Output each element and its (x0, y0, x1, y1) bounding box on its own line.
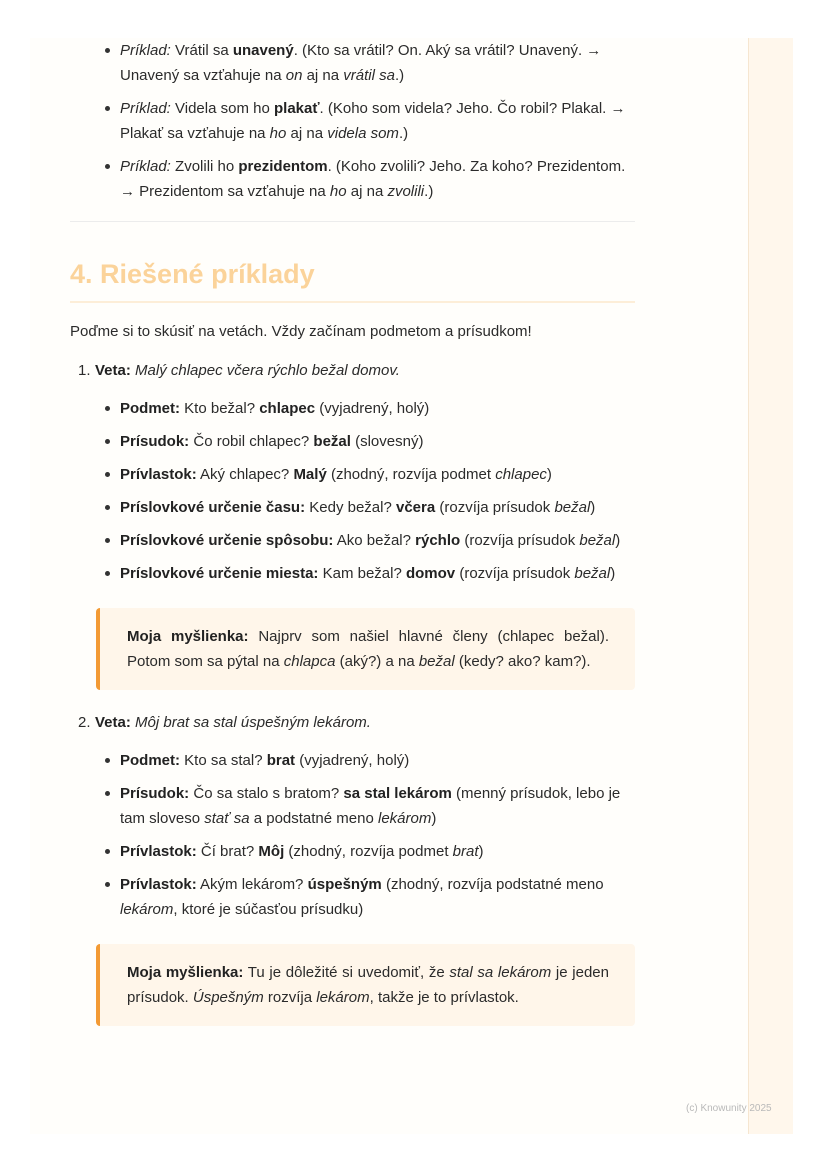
list-item: Podmet: Kto bežal? chlapec (vyjadrený, holý) (120, 396, 635, 421)
list-item: Príslovkové určenie miesta: Kam bežal? domov (rozvíja prísudok bežal) (120, 561, 635, 586)
examples-list (70, 38, 635, 204)
list-item: Príslovkové určenie času: Kedy bežal? včera (rozvíja prísudok bežal) (120, 495, 635, 520)
section-heading: 4. Riešené príklady (70, 257, 635, 303)
list-item: Príklad: Zvolili ho prezidentom. (Koho zvolili? Jeho. Za koho? Prezidentom. → Prezidentom sa vzťahuje na ho aj na zvolili.) (120, 154, 635, 204)
section-divider (70, 221, 635, 222)
example-sentence-2: 2. Veta: Môj brat sa stal úspešným lekárom. (78, 714, 371, 731)
section-intro: Poďme si to skúsiť na vetách. Vždy začínam podmetom a prísudkom! (70, 323, 532, 340)
list-item: Príslovkové určenie spôsobu: Ako bežal? rýchlo (rozvíja prísudok bežal) (120, 528, 635, 553)
list-item: Prívlastok: Aký chlapec? Malý (zhodný, rozvíja podmet chlapec) (120, 462, 635, 487)
thought-callout-1: Moja myšlienka: Najprv som našiel hlavné členy (chlapec bežal). Potom som sa pýtal na chlapca (aký?) a na bežal (kedy? ako? kam?). (96, 608, 635, 690)
list-item: Prísudok: Čo sa stalo s bratom? sa stal lekárom (menný prísudok, lebo je tam sloveso stať sa a podstatné meno lekárom) (120, 781, 635, 831)
list-item: Príklad: Vrátil sa unavený. (Kto sa vrátil? On. Aký sa vrátil? Unavený. → Unavený sa vzťahuje na on aj na vrátil sa.) (120, 38, 635, 88)
document-content (70, 38, 635, 1026)
copyright-footer: (c) Knowunity 2025 (686, 1103, 772, 1114)
list-item: Príklad: Videla som ho plakať. (Koho som videla? Jeho. Čo robil? Plakal. → Plakať sa vzťahuje na ho aj na videla som.) (120, 96, 635, 146)
list-item: Prívlastok: Akým lekárom? úspešným (zhodný, rozvíja podstatné meno lekárom, ktoré je súčasťou prísudku) (120, 872, 635, 922)
list-item: Prívlastok: Čí brat? Môj (zhodný, rozvíja podmet brat) (120, 839, 635, 864)
thought-callout-2: Moja myšlienka: Tu je dôležité si uvedomiť, že stal sa lekárom je jeden prísudok. Úspešným rozvíja lekárom, takže je to prívlastok. (96, 944, 635, 1026)
side-margin-strip (748, 38, 793, 1134)
analysis-list-1 (70, 396, 635, 586)
list-item: Prísudok: Čo robil chlapec? bežal (slovesný) (120, 429, 635, 454)
list-item: Podmet: Kto sa stal? brat (vyjadrený, holý) (120, 748, 635, 773)
analysis-list-2 (70, 748, 635, 922)
example-sentence-1: 1. Veta: Malý chlapec včera rýchlo bežal domov. (78, 362, 400, 379)
